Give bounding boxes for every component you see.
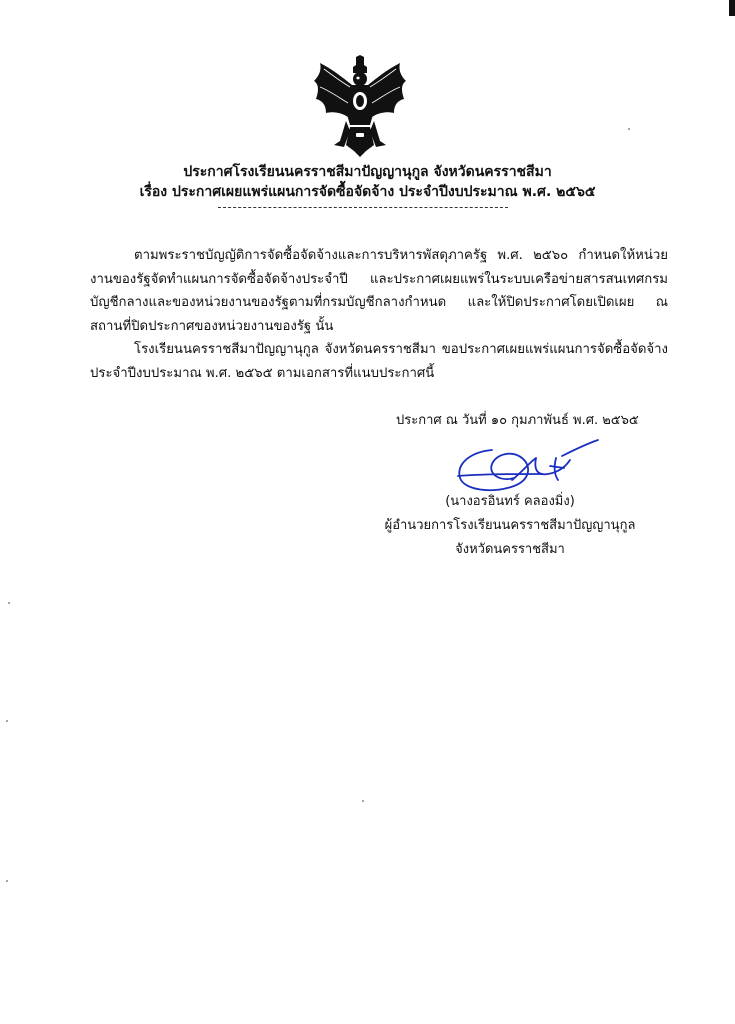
scan-speck xyxy=(362,800,364,802)
signatory-block xyxy=(380,490,640,562)
body-paragraph-2: โรงเรียนนครราชสีมาปัญญานุกูล จังหวัดนครราชสีมา ขอประกาศเผยแพร่แผนการจัดซื้อจัดจ้าง ประจำปีงบประมาณ พ.ศ. ๒๕๖๕ ตามเอกสารที่แนบประกาศนี้ xyxy=(90,342,668,381)
signatory-province: จังหวัดนครราชสีมา xyxy=(455,542,565,557)
garuda-emblem-icon xyxy=(312,55,408,159)
scan-speck xyxy=(8,602,10,604)
signature-icon xyxy=(452,436,602,498)
signatory-position: ผู้อำนวยการโรงเรียนนครราชสีมาปัญญานุกูล xyxy=(384,518,636,533)
scan-speck xyxy=(6,720,8,722)
announcement-date: ประกาศ ณ วันที่ ๑๐ กุมภาพันธ์ พ.ศ. ๒๕๖๕ xyxy=(396,413,639,428)
announcement-subject: เรื่อง ประกาศเผยแพร่แผนการจัดซื้อจัดจ้าง ประจำปีงบประมาณ พ.ศ. ๒๕๖๕ xyxy=(139,184,596,200)
announcement-title: ประกาศโรงเรียนนครราชสีมาปัญญานุกูล จังหวัดนครราชสีมา xyxy=(183,164,552,180)
body-paragraph-1: ตามพระราชบัญญัติการจัดซื้อจัดจ้างและการบริหารพัสดุภาครัฐ พ.ศ. ๒๕๖๐ กำหนดให้หน่วยงานของรัฐจัดทำแผนการจัดซื้อจัดจ้างประจำปี และประกาศเผยแพร่ในระบบเครือข่ายสารสนเทศกรมบัญชีกลางและของหน่วยงานของรัฐตามที่กรมบัญชีกลางกำหนด และให้ปิดประกาศโดยเปิดเผย ณ สถานที่ปิดประกาศของหน่วยงานของรัฐ นั้น xyxy=(90,248,668,334)
scan-speck xyxy=(6,880,8,882)
signatory-name: (นางอรอินทร์ คลองมิ่ง) xyxy=(445,494,575,509)
title-divider xyxy=(218,207,508,208)
scan-speck xyxy=(628,128,630,130)
scan-corner-mark xyxy=(729,0,735,16)
